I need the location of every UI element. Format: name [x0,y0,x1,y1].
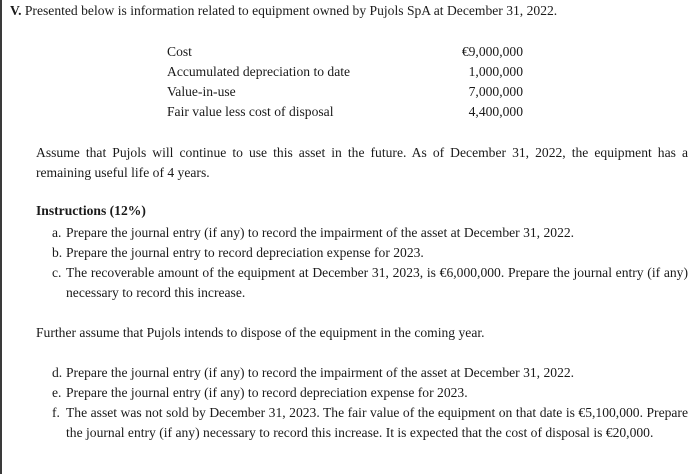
instruction-item-b [52,243,688,263]
item-marker: c. [52,265,62,280]
table-row [167,82,523,102]
item-text: Prepare the journal entry (if any) to record the impairment of the asset at December 31, 2022. [66,365,575,380]
instruction-item-a [52,223,688,243]
equipment-data-table [167,42,523,122]
problem-number: V. [10,3,22,18]
item-marker: d. [52,365,63,380]
row-label: Cost [167,44,192,59]
instructions-title: Instructions (12%) [36,203,146,218]
row-label: Fair value less cost of disposal [167,104,334,119]
item-text: The asset was not sold by December 31, 2023. The fair value of the equipment on that date is €5,100,000. Prepare the journal entry (if any) necessary to record this increase. It is expected that the cost of disposal is €20,000. [66,405,688,440]
assumption-paragraph: Assume that Pujols will continue to use this asset in the future. As of December 31, 2022, the equipment has a remaining useful life of 4 years. [36,145,688,180]
problem-intro: Presented below is information related to equipment owned by Pujols SpA at December 31, 2022. [24,3,558,18]
further-assumption-paragraph: Further assume that Pujols intends to dispose of the equipment in the coming year. [36,325,485,340]
table-row [167,102,523,122]
row-label: Value-in-use [167,84,236,99]
instruction-item-e [52,383,688,403]
row-label: Accumulated depreciation to date [167,64,351,79]
item-marker: a. [52,225,62,240]
item-marker: e. [52,385,62,400]
item-text: Prepare the journal entry (if any) to record the impairment of the asset at December 31, 2022. [66,225,575,240]
row-value: 7,000,000 [468,84,523,99]
row-value: €9,000,000 [461,44,523,59]
table-row [167,62,523,82]
row-value: 1,000,000 [468,64,523,79]
row-value: 4,400,000 [468,104,523,119]
instruction-item-c [52,263,688,303]
left-border [0,0,2,474]
item-text: Prepare the journal entry to record depreciation expense for 2023. [66,245,424,260]
item-text: The recoverable amount of the equipment at December 31, 2023, is €6,000,000. Prepare the journal entry (if any) necessary to record this increase. [66,265,688,300]
problem-heading [10,3,557,19]
table-row [167,42,523,62]
instruction-item-f [52,403,688,443]
instruction-item-d [52,363,688,383]
item-marker: f. [52,405,60,420]
item-text: Prepare the journal entry (if any) to record depreciation expense for 2023. [66,385,468,400]
item-marker: b. [52,245,63,260]
